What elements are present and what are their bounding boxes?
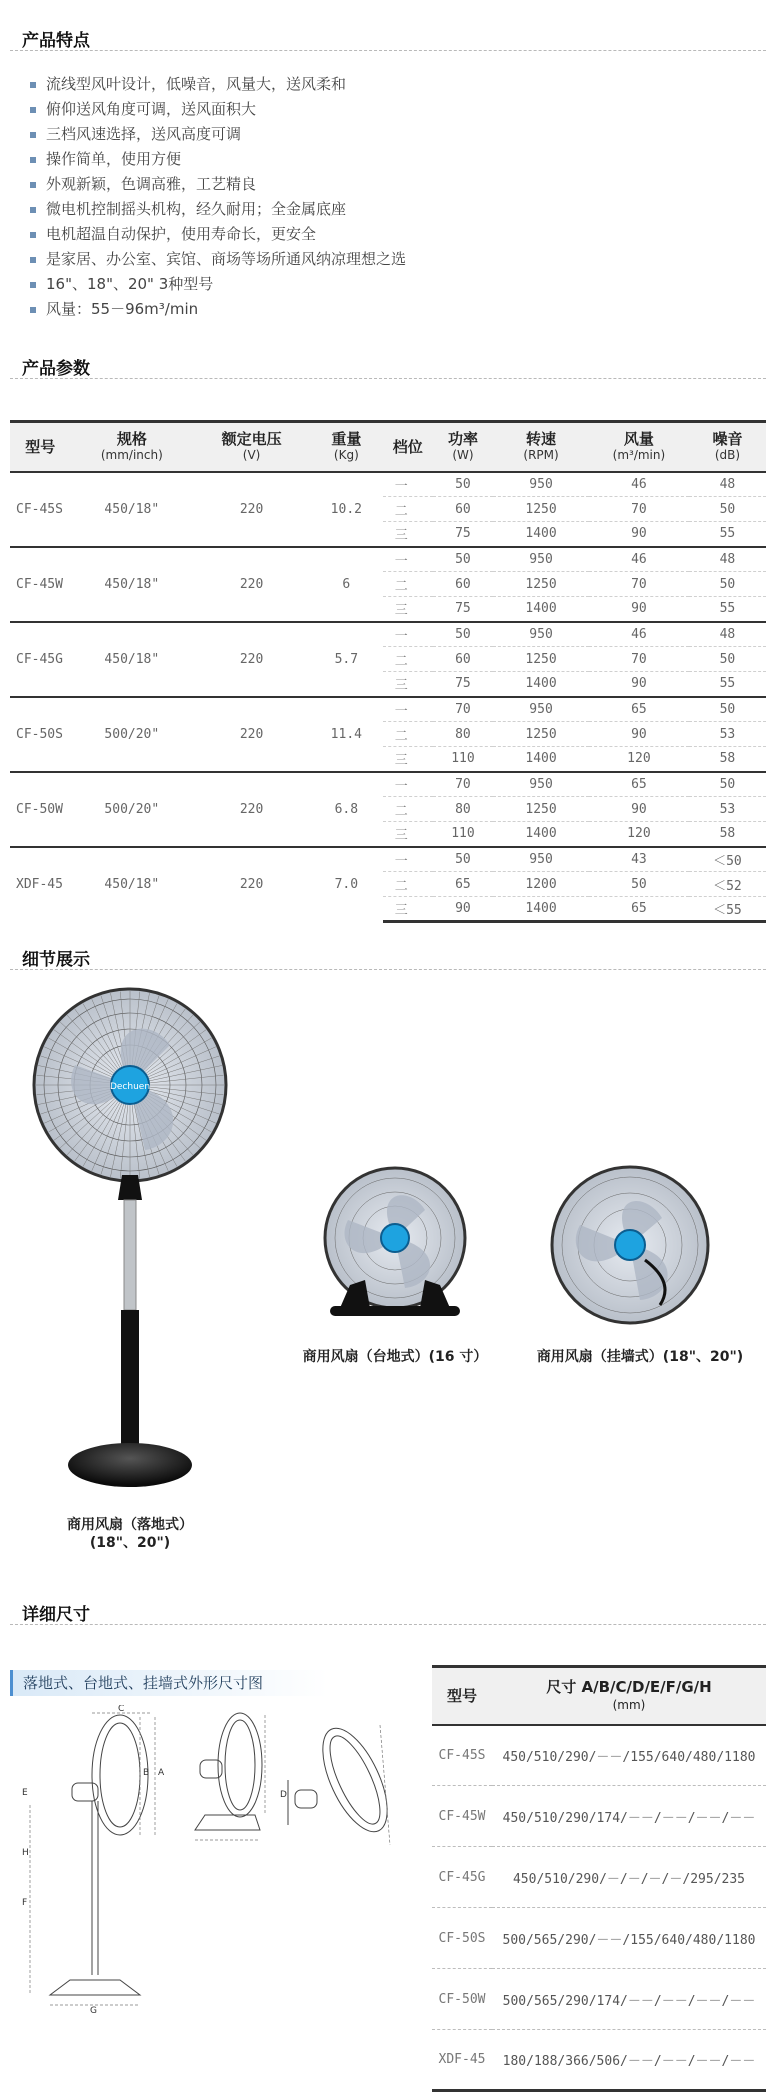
dimension-letter: E [22,1788,28,1798]
header-unit: (RPM) [523,447,559,462]
table-row [10,847,766,872]
dimension-letter: F [22,1898,28,1908]
bullet-icon [30,182,36,188]
dims-banner [10,1670,328,1696]
weight-cell: 11.4 [310,697,383,772]
feature-text: 电机超温自动保护，使用寿命长，更安全 [46,225,317,243]
dims-size-cell: 450/510/290/－/－/－/－/295/235 [492,1847,766,1908]
airflow-cell: 65 [589,697,689,722]
speed-cell: 1400 [493,522,589,547]
speed-cell: 950 [529,476,553,492]
power-cell: 80 [433,722,493,747]
param-col-header [310,422,383,472]
airflow-cell: 90 [589,597,689,622]
speed-cell: 950 [493,547,589,572]
dims-col-size [492,1667,766,1725]
table-row [432,1847,766,1908]
param-col-header [10,422,70,472]
spec-cell: 450/18" [70,547,193,622]
param-col-header [433,422,493,472]
header-label: 重量 [331,429,362,448]
model-cell: CF-45S [16,501,63,517]
param-col-header [493,422,589,472]
dims-table [432,1665,766,2092]
header-unit: (dB) [714,447,741,462]
feature-item [30,222,406,247]
feature-item [30,72,406,97]
speed-cell: 1250 [493,647,589,672]
dims-size-cell: 180/188/366/506/－－/－－/－－/－－ [492,2030,766,2091]
param-col-header [689,422,766,472]
dims-model-cell: CF-45G [432,1847,492,1908]
model-cell: XDF-45 [10,847,70,922]
noise-cell: 50 [689,572,766,597]
power-cell: 50 [433,622,493,647]
params-title: 产品参数 [22,359,90,379]
gear-cell: 二 [383,797,433,822]
divider [10,1624,766,1625]
dims-model-cell: XDF-45 [432,2030,492,2091]
dims-model-cell: CF-50S [432,1908,492,1969]
dims-model-cell: CF-50W [432,1969,492,2030]
speed-cell: 1200 [493,872,589,897]
power-cell: 60 [433,572,493,597]
speed-cell: 1400 [493,597,589,622]
airflow-cell: 120 [589,822,689,847]
feature-text: 三档风速选择，送风高度可调 [46,125,242,143]
dims-model-cell: CF-45W [432,1786,492,1847]
header-label: 风量 [623,429,654,448]
speed-cell: 950 [493,697,589,722]
gear-cell: 一 [383,622,433,647]
header-label: 噪音 [712,429,743,448]
airflow-cell: 50 [589,872,689,897]
speed-cell: 950 [493,772,589,797]
weight-cell: 7.0 [310,847,383,922]
feature-item [30,147,406,172]
bullet-icon [30,307,36,313]
model-cell: CF-50S [10,697,70,772]
param-col-header [193,422,310,472]
power-cell: 110 [433,822,493,847]
noise-cell: 48 [689,547,766,572]
model-cell: CF-45W [10,547,70,622]
airflow-cell: 65 [589,897,689,922]
params-table-header [10,422,766,472]
floor-fan-image [30,985,230,1495]
gear-cell: 二 [383,722,433,747]
feature-item [30,122,406,147]
airflow-cell: 90 [589,722,689,747]
feature-item [30,272,406,297]
bullet-icon [30,132,36,138]
details-title: 细节展示 [22,950,90,970]
speed-cell: 950 [493,622,589,647]
divider [10,50,766,51]
bullet-icon [30,232,36,238]
model-cell: CF-50W [10,772,70,847]
header-label: 型号 [25,437,56,456]
power-cell: 75 [433,597,493,622]
spec-cell: 500/20" [70,772,193,847]
param-col-header [383,422,433,472]
gear-cell: 一 [383,547,433,572]
power-cell: 70 [433,697,493,722]
floor-fan-caption-1: 商用风扇（落地式） [67,1517,193,1533]
dims-table-header [432,1667,766,1725]
feature-item [30,197,406,222]
table-row [432,1908,766,1969]
feature-item [30,297,406,322]
gear-cell: 二 [383,647,433,672]
airflow-cell: 90 [589,672,689,697]
airflow-cell: 46 [589,547,689,572]
feature-text: 风量：55－96m³/min [46,300,199,318]
dims-size-cell: 450/510/290/174/－－/－－/－－/－－ [492,1786,766,1847]
dims-model-cell: CF-45S [432,1725,492,1786]
table-row [10,472,766,497]
power-cell: 75 [433,672,493,697]
table-row [432,2030,766,2091]
airflow-cell: 120 [589,747,689,772]
speed-cell: 1250 [493,497,589,522]
speed-cell: 1400 [493,897,589,922]
speed-cell: 1400 [493,747,589,772]
airflow-cell: 46 [631,476,647,492]
noise-cell: 55 [689,522,766,547]
header-label: 转速 [526,429,557,448]
feature-text: 流线型风叶设计，低噪音，风量大，送风柔和 [46,75,347,93]
header-label: 档位 [392,437,423,456]
gear-cell: 一 [394,478,408,494]
noise-cell: 50 [689,772,766,797]
floor-fan-caption-2: (18"、20") [89,1535,171,1551]
airflow-cell: 43 [589,847,689,872]
voltage-cell: 220 [193,547,310,622]
feature-text: 操作简单，使用方便 [46,150,182,168]
power-cell: 50 [433,547,493,572]
noise-cell: 53 [689,797,766,822]
feature-list [30,72,406,322]
dimension-letter: B [143,1768,150,1778]
bullet-icon [30,207,36,213]
voltage-cell: 220 [193,772,310,847]
spec-cell: 450/18" [70,622,193,697]
dimension-letter: D [280,1790,287,1800]
airflow-cell: 90 [589,797,689,822]
bullet-icon [30,282,36,288]
spec-cell: 450/18" [104,501,160,517]
dims-col-size-label: 尺寸 A/B/C/D/E/F/G/H [546,1677,712,1696]
noise-cell: 55 [689,597,766,622]
noise-cell: ＜50 [689,847,766,872]
noise-cell: 48 [689,622,766,647]
dims-size-cell: 450/510/290/－－/155/640/480/1180 [492,1725,766,1786]
header-label: 额定电压 [221,429,282,448]
weight-cell: 6.8 [310,772,383,847]
speed-cell: 1250 [493,572,589,597]
power-cell: 90 [433,897,493,922]
table-fan-caption: 商用风扇（台地式）(16 寸） [302,1349,488,1365]
gear-cell: 二 [383,572,433,597]
table-fan-image [310,1160,480,1330]
dimension-letter: C [118,1705,125,1714]
bullet-icon [30,157,36,163]
gear-cell: 一 [383,772,433,797]
power-cell: 50 [433,847,493,872]
speed-cell: 1250 [493,797,589,822]
feature-text: 16"、18"、20" 3种型号 [46,275,214,293]
noise-cell: 55 [689,672,766,697]
gear-cell: 三 [383,597,433,622]
weight-cell: 5.7 [310,622,383,697]
feature-text: 微电机控制摇头机构，经久耐用；全金属底座 [46,200,347,218]
voltage-cell: 220 [193,622,310,697]
dims-title: 详细尺寸 [22,1605,90,1625]
dimension-letter: A [158,1768,165,1778]
dims-size-cell: 500/565/290/174/－－/－－/－－/－－ [492,1969,766,2030]
power-cell: 75 [433,522,493,547]
wall-fan-caption: 商用风扇（挂墙式）(18"、20") [536,1349,744,1365]
feature-text: 外观新颖，色调高雅，工艺精良 [46,175,257,193]
noise-cell: 50 [689,647,766,672]
feature-item [30,97,406,122]
power-cell: 80 [433,797,493,822]
noise-cell: 58 [689,747,766,772]
gear-cell: 二 [383,872,433,897]
noise-cell: 48 [719,476,736,492]
weight-cell: 6 [310,547,383,622]
feature-text: 是家居、办公室、宾馆、商场等场所通风纳凉理想之选 [46,250,407,268]
power-cell: 60 [433,647,493,672]
gear-cell: 二 [383,497,433,522]
noise-cell: ＜52 [689,872,766,897]
voltage-cell: 220 [193,697,310,772]
fan-logo: Dechuen [109,1082,151,1092]
airflow-cell: 65 [589,772,689,797]
header-label: 功率 [447,429,478,448]
wall-fan-image [540,1160,720,1330]
speed-cell: 1400 [493,822,589,847]
gear-cell: 三 [383,747,433,772]
power-cell: 60 [433,497,493,522]
param-col-header [589,422,689,472]
speed-cell: 1250 [493,722,589,747]
gear-cell: 三 [383,897,433,922]
features-title: 产品特点 [22,31,90,51]
header-unit: (V) [242,447,261,462]
noise-cell: 50 [689,497,766,522]
floor-fan-caption [40,1516,220,1552]
dims-size-cell: 500/565/290/－－/155/640/480/1180 [492,1908,766,1969]
voltage-cell: 220 [193,847,310,922]
gear-cell: 三 [383,522,433,547]
speed-cell: 1400 [493,672,589,697]
noise-cell: ＜55 [689,897,766,922]
airflow-cell: 70 [589,497,689,522]
gear-cell: 三 [383,822,433,847]
divider [10,969,766,970]
airflow-cell: 90 [589,522,689,547]
header-unit: (m³/min) [612,447,666,462]
dimension-letter: G [90,2006,97,2015]
noise-cell: 58 [689,822,766,847]
noise-cell: 53 [689,722,766,747]
bullet-icon [30,82,36,88]
spec-cell: 450/18" [70,847,193,922]
header-unit: (Kg) [333,447,359,462]
table-row [10,547,766,572]
header-unit: (mm/inch) [100,447,163,462]
params-table [10,420,766,923]
noise-cell: 50 [689,697,766,722]
header-label: 规格 [116,429,147,448]
dims-col-model: 型号 [446,1686,477,1705]
speed-cell: 950 [493,847,589,872]
airflow-cell: 70 [589,647,689,672]
table-row [432,1725,766,1786]
feature-item [30,247,406,272]
gear-cell: 一 [383,697,433,722]
table-row [10,697,766,722]
feature-text: 俯仰送风角度可调，送风面积大 [46,100,257,118]
dimension-drawing [10,1705,410,2015]
model-cell: CF-45G [10,622,70,697]
spec-cell: 500/20" [70,697,193,772]
bullet-icon [30,107,36,113]
table-row [10,772,766,797]
power-cell: 65 [433,872,493,897]
divider [10,378,766,379]
dims-banner-text: 落地式、台地式、挂墙式外形尺寸图 [23,1674,264,1692]
dims-col-size-unit: (mm) [612,1697,646,1712]
airflow-cell: 70 [589,572,689,597]
table-row [432,1969,766,2030]
feature-item [30,172,406,197]
header-unit: (W) [452,447,474,462]
gear-cell: 一 [383,847,433,872]
power-cell: 110 [433,747,493,772]
bullet-icon [30,257,36,263]
table-row [10,622,766,647]
dimension-letter: H [22,1848,29,1858]
gear-cell: 三 [383,672,433,697]
airflow-cell: 46 [589,622,689,647]
voltage-cell: 220 [239,501,264,517]
power-cell: 50 [455,476,471,492]
param-col-header [70,422,193,472]
power-cell: 70 [433,772,493,797]
weight-cell: 10.2 [330,501,362,517]
table-row [432,1786,766,1847]
